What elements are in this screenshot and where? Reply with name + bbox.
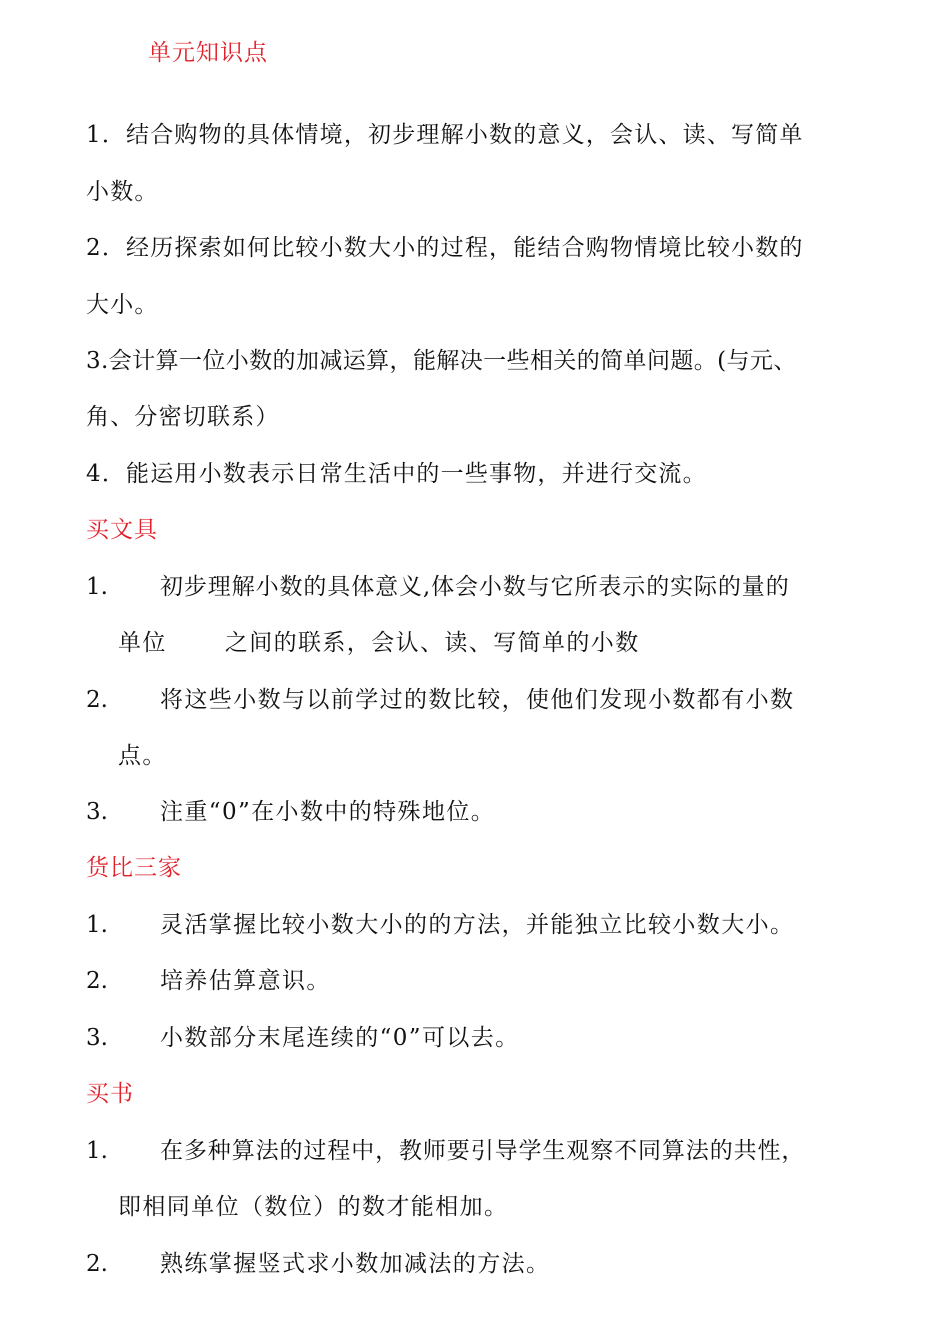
compare-item-1-number: 1.: [86, 912, 108, 938]
objective-4-line1: 4．能运用小数表示日常生活中的一些事物，并进行交流。: [86, 461, 707, 487]
stationery-item-2-continuation: 点。: [118, 743, 167, 769]
objective-1-line2: 小数。: [86, 179, 159, 205]
books-item-2-number: 2.: [86, 1251, 108, 1277]
compare-item-1-text: 灵活掌握比较小数大小的的方法，并能独立比较小数大小。: [160, 912, 795, 938]
stationery-item-2-text: 将这些小数与以前学过的数比较，使他们发现小数都有小数: [160, 687, 795, 713]
stationery-item-1-continuation: [118, 628, 640, 658]
books-item-1-text: 在多种算法的过程中，教师要引导学生观察不同算法的共性，: [160, 1138, 806, 1164]
books-item-1-continuation: 即相同单位（数位）的数才能相加。: [118, 1194, 509, 1220]
books-item-2-text: 熟练掌握竖式求小数加减法的方法。: [160, 1251, 551, 1277]
objective-2-line1: 2．经历探索如何比较小数大小的过程，能结合购物情境比较小数的: [86, 235, 804, 261]
stationery-item-3-text: 注重“0”在小数中的特殊地位。: [160, 799, 496, 825]
compare-item-2-text: 培养估算意识。: [160, 968, 331, 994]
stationery-item-1-text: 初步理解小数的具体意义,体会小数与它所表示的实际的量的: [160, 574, 790, 600]
objective-2-line2: 大小。: [86, 292, 159, 318]
compare-item-3-text: 小数部分末尾连续的“0”可以去。: [160, 1025, 520, 1051]
compare-item-2-number: 2.: [86, 968, 108, 994]
objective-3-line1: 3.会计算一位小数的加减运算，能解决一些相关的简单问题。(与元、: [86, 348, 797, 374]
stationery-item-3-number: 3.: [86, 799, 108, 825]
stationery-item-1-cont-a: 单位: [118, 630, 167, 656]
section-heading-buy-books: 买书: [86, 1081, 134, 1107]
stationery-item-1-number: 1.: [86, 574, 108, 600]
objective-3-line2: 角、分密切联系）: [86, 404, 280, 430]
objective-1-line1: 1．结合购物的具体情境，初步理解小数的意义，会认、读、写简单: [86, 122, 804, 148]
stationery-item-2-number: 2.: [86, 687, 108, 713]
page-title: 单元知识点: [148, 40, 268, 66]
books-item-1-number: 1.: [86, 1138, 108, 1164]
stationery-item-1-cont-b: 之间的联系，会认、读、写简单的小数: [224, 630, 640, 656]
section-heading-compare-prices: 货比三家: [86, 855, 182, 881]
compare-item-3-number: 3.: [86, 1025, 108, 1051]
section-heading-stationery: 买文具: [86, 517, 158, 543]
